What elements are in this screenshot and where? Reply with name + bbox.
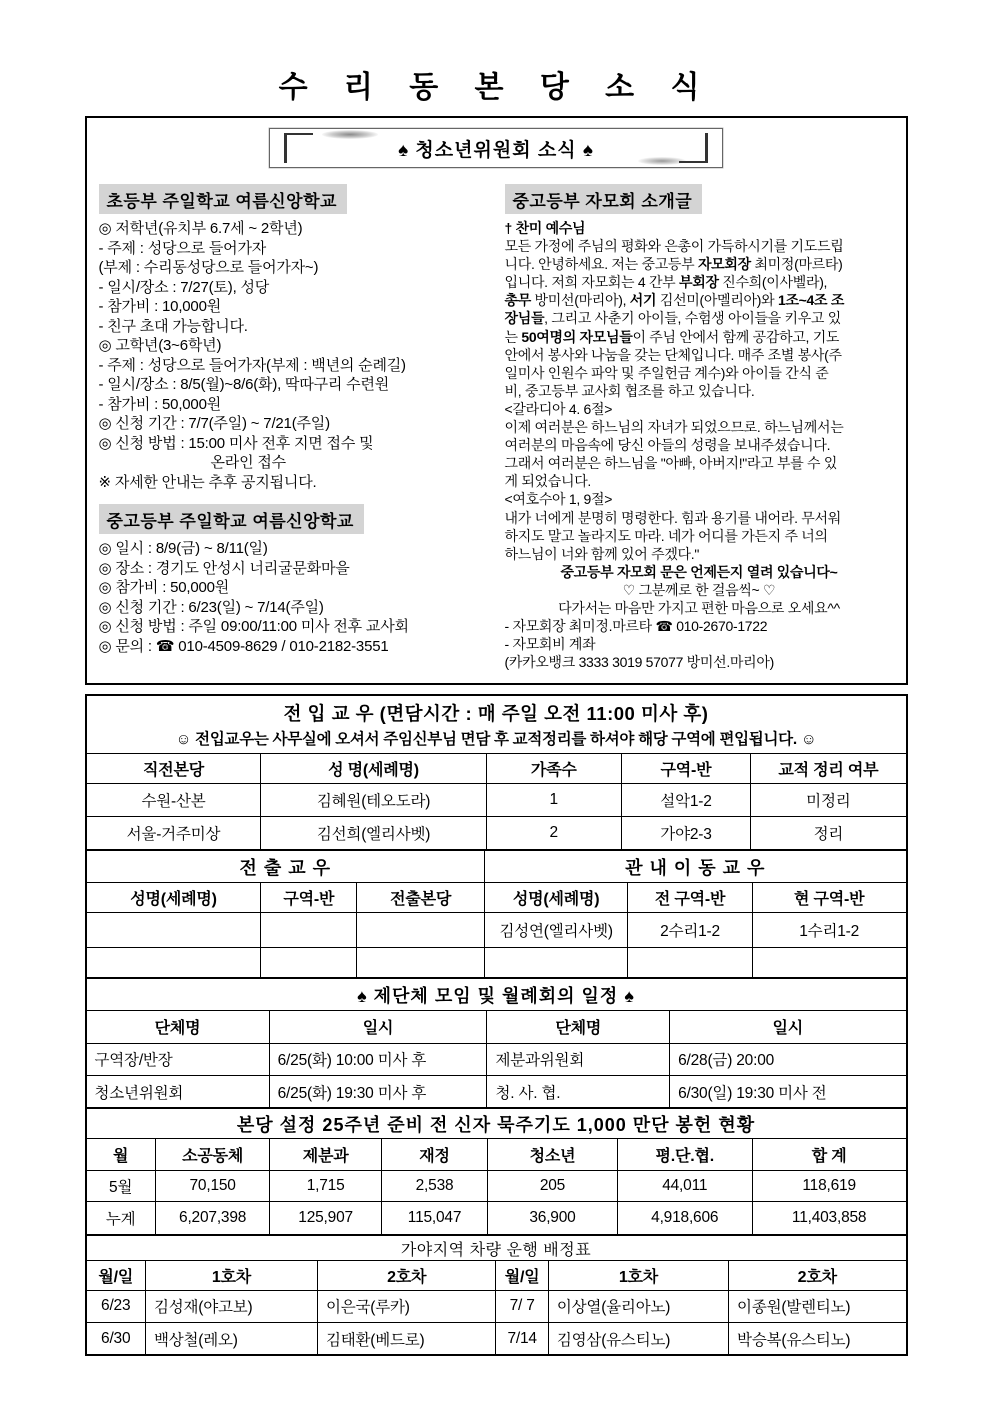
table-cell: 이상열(율리아노): [548, 1290, 728, 1322]
text-line: [505, 509, 894, 527]
table-cell: 7/14: [496, 1322, 548, 1354]
table-cell: 청. 사. 협.: [487, 1075, 670, 1107]
table-cell: 6/28(금) 20:00: [670, 1043, 906, 1075]
text: 그래서 여러분은 하느님을 "아빠, 아버지!"라고 부를 수 있: [504, 455, 838, 472]
text-line: [505, 635, 894, 653]
table-cell: [261, 912, 357, 947]
column-header: 구역-반: [621, 753, 750, 783]
column-header: 단체명: [87, 1010, 270, 1043]
table-cell: 이은국(루카): [317, 1290, 496, 1322]
section-header: 초등부 주일학교 여름신앙학교: [99, 184, 347, 214]
text-line: - 친구 초대 가능합니다.: [98, 317, 248, 335]
text: 니다. 안녕하세요. 저는 중고등부: [504, 256, 698, 273]
column-header: 재정: [381, 1138, 487, 1170]
text-line: [505, 545, 894, 563]
text-line: [505, 653, 894, 671]
bold-text: 부회장: [679, 274, 719, 291]
table-cell: 6/25(화) 19:30 미사 후: [269, 1075, 487, 1107]
table-cell: 서울-거주미상: [87, 816, 261, 849]
table-cell: 115,047: [381, 1201, 487, 1234]
table-row: [87, 816, 906, 849]
text: 최미정(마르타): [750, 256, 843, 273]
text: - 자모회비 계좌: [504, 636, 596, 653]
table-cell: 125,907: [270, 1201, 381, 1234]
table-row: [87, 696, 906, 753]
table-cell: 청소년위원회: [87, 1075, 270, 1107]
table-cell: 가야2-3: [621, 816, 750, 849]
table-cell: [87, 947, 261, 977]
table-cell: 6/25(화) 10:00 미사 후: [269, 1043, 487, 1075]
text-line: [505, 418, 894, 436]
text-line: [505, 617, 894, 635]
bold-text: † 찬미 예수님: [504, 220, 586, 236]
table-row: [87, 1290, 906, 1322]
text: <갈라디아 4. 6절>: [504, 400, 613, 417]
table-row: [87, 1075, 906, 1107]
text-line: ◎ 신청 기간 : 6/23(일) ~ 7/14(주일): [98, 598, 324, 616]
column-header: 성명(세례명): [485, 882, 628, 912]
table-cell: 정리: [751, 816, 906, 849]
transfer-out-title: 전 출 교 우: [87, 851, 485, 882]
tables-block: [85, 694, 908, 1356]
table-cell: 김태환(베드로): [317, 1322, 496, 1354]
table-row: [87, 1043, 906, 1075]
table-row: [87, 851, 906, 882]
section-header: 중고등부 주일학교 여름신앙학교: [99, 504, 364, 534]
bold-text: 장님들: [504, 310, 545, 327]
table-cell: 설악1-2: [621, 783, 750, 816]
text-line: - 참가비 : 10,000원: [98, 298, 222, 315]
table-cell: 박승복(유스티노): [729, 1322, 906, 1354]
page-title: 수 리 동 본 당 소 식: [278, 71, 714, 104]
vehicle-title: 가야지역 차량 운행 배정표: [87, 1236, 906, 1260]
column-header: 소공동체: [155, 1138, 270, 1170]
column-header: 1호차: [548, 1260, 728, 1290]
text: 안에서 봉사와 나눔을 갖는 단체입니다. 매주 조별 봉사(주: [504, 346, 842, 363]
text-line: - 참가비 : 50,000원: [98, 395, 222, 413]
meetings-section: [87, 977, 906, 1107]
column-header: 직전본당: [87, 753, 261, 783]
table-cell: 1,715: [270, 1170, 381, 1201]
table-cell: 이종원(발렌티노): [729, 1290, 906, 1322]
transfer-in-section: [87, 696, 906, 849]
table-cell: [87, 912, 261, 947]
table-row: [87, 1201, 906, 1234]
column-header: 현 구역-반: [752, 882, 905, 912]
table-row: [87, 882, 906, 912]
table-row: [87, 1260, 906, 1290]
text: 다가서는 마음만 가지고 편한 마음으로 오세요^^: [558, 599, 840, 616]
table-cell: [357, 912, 485, 947]
table-cell: 6/23: [87, 1290, 146, 1322]
bold-text: 자모회장: [697, 256, 751, 273]
left-section: [99, 500, 491, 656]
table-row: [87, 1322, 906, 1354]
column-header: 제분과: [270, 1138, 381, 1170]
table-cell: 1수리1-2: [752, 912, 905, 947]
table-cell: 2수리1-2: [628, 912, 752, 947]
column-header: 교적 정리 여부: [751, 753, 906, 783]
text-line: [505, 490, 894, 508]
text: ♡ 그분께로 한 걸음씩~ ♡: [622, 581, 776, 598]
text: 김선미(아멜리아)와: [656, 292, 778, 309]
bold-text: 총무: [504, 292, 531, 309]
meetings-table: [87, 979, 906, 1107]
text: 이 주님 안에서 함께 공감하고, 기도: [632, 328, 840, 345]
column-header: 단체명: [487, 1010, 670, 1043]
column-header: 일시: [670, 1010, 906, 1043]
column-header: 합 계: [752, 1138, 905, 1170]
left-column: [99, 180, 491, 671]
column-header: 청소년: [488, 1138, 617, 1170]
table-cell: 11,403,858: [752, 1201, 905, 1234]
youth-committee-header: ♠ 청소년위원회 소식 ♠: [398, 139, 594, 161]
text-line: ※ 자세한 안내는 추후 공지됩니다.: [98, 473, 317, 491]
column-header: 월/일: [496, 1260, 548, 1290]
text-line: ◎ 참가비 : 50,000원: [98, 579, 230, 596]
table-cell: [261, 947, 357, 977]
table-cell: 118,619: [752, 1170, 905, 1201]
table-cell: 70,150: [155, 1170, 270, 1201]
column-header: 월/일: [87, 1260, 146, 1290]
text-line: ◎ 고학년(3~6학년): [98, 337, 222, 354]
transfer-in-table: [87, 696, 906, 849]
text: 모든 가정에 주님의 평화와 은총이 가득하시기를 기도드립: [504, 238, 844, 255]
table-row: [87, 783, 906, 816]
bold-text: 1조~4조 조: [777, 292, 845, 309]
vehicle-section: [87, 1234, 906, 1354]
table-row: [87, 1010, 906, 1043]
text: 방미선(마리아),: [530, 292, 630, 309]
text-line: [505, 527, 894, 545]
table-subtitle-line: ☺ 전입교우는 사무실에 오셔서 주임신부님 면담 후 교적정리를 하셔야 해당 구역에 편입됩니다. ☺: [175, 731, 817, 749]
table-cell: [752, 947, 905, 977]
text: 게 되었습니다.: [504, 473, 592, 490]
bold-text: 50여명의 자모님들: [521, 328, 633, 345]
table-cell: 김성재(야고보): [145, 1290, 317, 1322]
table-cell: [628, 947, 752, 977]
text: (카카오뱅크 3333 3019 57077 방미선.마리아): [504, 654, 774, 671]
table-cell: [485, 947, 628, 977]
table-cell: 1: [486, 783, 621, 816]
text-line: [505, 309, 894, 327]
column-header: 평.단.협.: [617, 1138, 752, 1170]
section-header: 중고등부 자모회 소개글: [505, 184, 703, 214]
text-line: [505, 237, 894, 255]
text: 내가 너에게 분명히 명령한다. 힘과 용기를 내어라. 무서워: [504, 509, 841, 526]
table-cell: 김선희(엘리사벳): [261, 816, 486, 849]
text-line: ◎ 문의 : ☎ 010-4509-8629 / 010-2182-3551: [98, 637, 389, 655]
text-line: [505, 581, 894, 599]
table-cell: 누계: [87, 1201, 156, 1234]
table-cell: 미정리: [751, 783, 906, 816]
text-line: (부제 : 수리동성당으로 들어가자~): [98, 259, 319, 276]
vehicle-table: [87, 1236, 906, 1354]
text-line: [505, 273, 894, 291]
table-cell: 205: [488, 1170, 617, 1201]
column-header: 일시: [269, 1010, 487, 1043]
column-header: 가족수: [486, 753, 621, 783]
table-cell: 5월: [87, 1170, 156, 1201]
table-cell: 6/30: [87, 1322, 146, 1354]
column-header: 전출본당: [357, 882, 485, 912]
table-cell: 7/ 7: [496, 1290, 548, 1322]
bold-text: 서기: [629, 292, 657, 309]
text: 일미사 인원수 파악 및 주일헌금 계수)와 아이들 간식 준: [504, 364, 829, 381]
column-header: 2호차: [317, 1260, 496, 1290]
text-line: 온라인 접수: [210, 454, 286, 471]
table-cell: 4,918,606: [617, 1201, 752, 1234]
left-section: [99, 180, 491, 492]
text-line: ◎ 일시 : 8/9(금) ~ 8/11(일): [98, 540, 268, 557]
column-header: 1호차: [145, 1260, 317, 1290]
youth-committee-news-box: [85, 116, 908, 685]
table-cell: 김영삼(유스티노): [548, 1322, 728, 1354]
transfer-out-move-table: [87, 851, 906, 977]
transfer-out-move-section: [87, 849, 906, 977]
text-line: [505, 382, 894, 400]
two-column-area: [87, 180, 906, 671]
text-line: [505, 219, 894, 237]
rosary-title: 본당 설정 25주년 준비 전 신자 묵주기도 1,000 만단 봉헌 현황: [87, 1109, 906, 1138]
bold-text: 중고등부 자모회 문은 언제든지 열려 있습니다~: [560, 563, 838, 580]
text-line: ◎ 신청 방법 : 주일 09:00/11:00 미사 전후 교사회: [98, 618, 409, 635]
table-cell: 수원-산본: [87, 783, 261, 816]
table-row: [87, 947, 906, 977]
table-cell: 구역장/반장: [87, 1043, 270, 1075]
text: 하느님이 너와 함께 있어 주겠다.": [504, 545, 700, 562]
table-cell: 6/30(일) 19:30 미사 전: [670, 1075, 906, 1107]
text: 여러분의 마음속에 당신 아들의 성령을 보내주셨습니다.: [504, 437, 831, 454]
text-line: [505, 400, 894, 418]
text-line: [505, 472, 894, 490]
text-line: [505, 291, 894, 309]
table-cell: 44,011: [617, 1170, 752, 1201]
text: - 자모회장 최미정.마르타 ☎ 010-2670-1722: [504, 618, 768, 635]
column-header: 구역-반: [261, 882, 357, 912]
table-title-line: 전 입 교 우 (면담시간 : 매 주일 오전 11:00 미사 후): [283, 703, 709, 725]
table-cell: [357, 947, 485, 977]
table-cell: 36,900: [488, 1201, 617, 1234]
text: 비, 중고등부 교사회 협조를 하고 있습니다.: [504, 382, 755, 399]
text-line: - 주제 : 성당으로 들어가자: [98, 239, 267, 257]
text-line: [505, 599, 894, 617]
table-cell: 제분과위원회: [487, 1043, 670, 1075]
table-row: [87, 1236, 906, 1260]
column-header: 전 구역-반: [628, 882, 752, 912]
table-title: [87, 696, 906, 753]
table-row: [87, 912, 906, 947]
table-row: [87, 1138, 906, 1170]
column-header: 월: [87, 1138, 156, 1170]
table-cell: 백상철(레오): [145, 1322, 317, 1354]
table-cell: 6,207,398: [155, 1201, 270, 1234]
text: 하지도 말고 놀라지도 마라. 네가 어디를 가든지 주 너의: [504, 527, 828, 544]
text: 이제 여러분은 하느님의 자녀가 되었으므로. 하느님께서는: [504, 419, 844, 436]
text-line: [505, 328, 894, 346]
right-column: [491, 180, 894, 671]
table-row: [87, 1170, 906, 1201]
intra-move-title: 관 내 이 동 교 우: [485, 851, 906, 882]
text-line: [505, 436, 894, 454]
text-line: ◎ 저학년(유치부 6.7세 ~ 2학년): [98, 220, 303, 237]
text: , 그리고 사춘기 아이들, 수험생 아이들을 키우고 있: [544, 310, 841, 327]
table-cell: 김혜원(테오도라): [261, 783, 486, 816]
table-row: [87, 753, 906, 783]
rosary-section: [87, 1107, 906, 1234]
text-line: [505, 346, 894, 364]
text-line: [505, 563, 894, 581]
text: <여호수아 1, 9절>: [504, 491, 613, 508]
text-line: - 일시/장소 : 7/27(토), 성당: [98, 278, 270, 296]
table-row: [87, 1109, 906, 1138]
rosary-table: [87, 1109, 906, 1234]
youth-committee-header-box: [269, 128, 723, 168]
meetings-title: ♠ 제단체 모임 및 월례회의 일정 ♠: [87, 979, 906, 1010]
column-header: 성명(세례명): [87, 882, 261, 912]
text-line: ◎ 신청 기간 : 7/7(주일) ~ 7/21(주일): [98, 415, 330, 432]
text-line: [505, 454, 894, 472]
table-cell: 2: [486, 816, 621, 849]
text-line: ◎ 신청 방법 : 15:00 미사 전후 지면 접수 및: [98, 434, 374, 452]
text: 입니다. 저희 자모회는 4 간부: [504, 274, 679, 291]
table-row: [87, 979, 906, 1010]
table-cell: 김성연(엘리사벳): [485, 912, 628, 947]
text-line: [505, 255, 894, 273]
text-line: [505, 364, 894, 382]
text: 진수희(이사벨라),: [718, 274, 828, 291]
text-line: - 일시/장소 : 8/5(월)~8/6(화), 딱따구리 수련원: [98, 376, 390, 393]
table-cell: 2,538: [381, 1170, 487, 1201]
column-header: 2호차: [729, 1260, 906, 1290]
text: 는: [504, 328, 522, 345]
column-header: 성 명(세례명): [261, 753, 486, 783]
text-line: - 주제 : 성당으로 들어가자(부제 : 백년의 순례길): [98, 356, 406, 374]
text-line: ◎ 장소 : 경기도 안성시 너리굴문화마을: [98, 559, 350, 577]
